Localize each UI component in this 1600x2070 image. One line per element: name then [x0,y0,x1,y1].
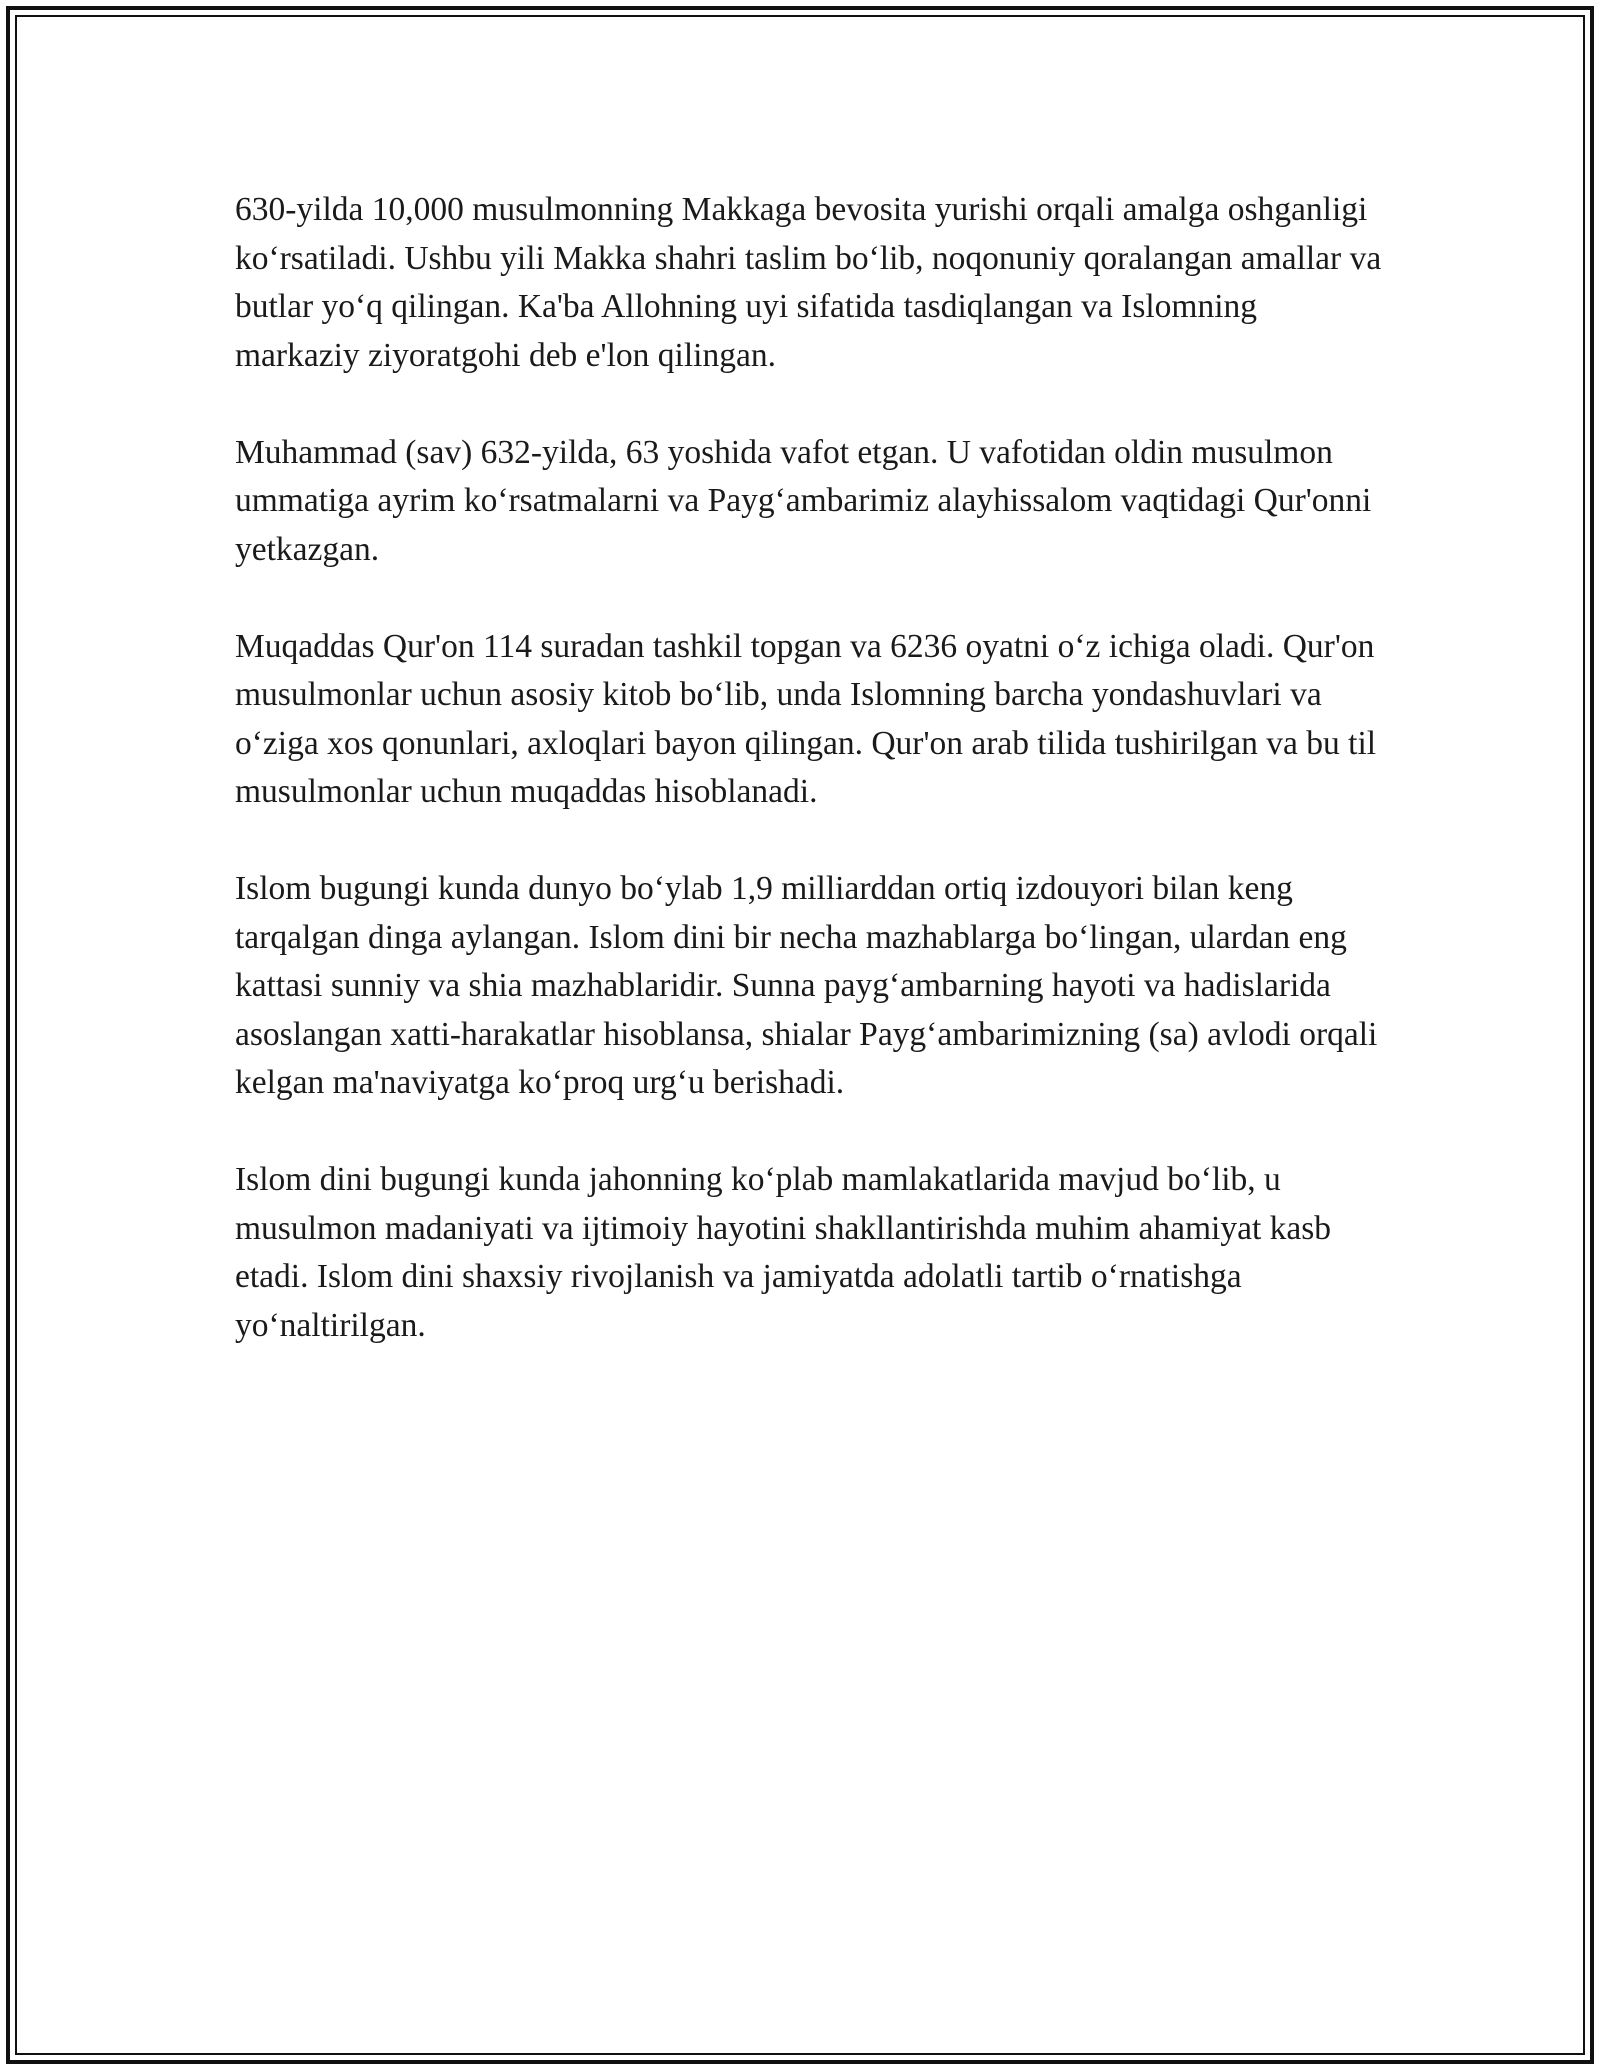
paragraph-quran: Muqaddas Qur'on 114 suradan tashkil topgan va 6236 oyatni o‘z ichiga oladi. Qur'on musulmonlar uchun asosiy kitob bo‘lib, unda Islomning barcha yondashuvlari va o‘ziga xos qonunlari, axloqlari bayon qilingan. Qur'on arab tilida tushirilgan va bu til musulmonlar uchun muqaddas hisoblanadi. [235,627,1377,810]
paragraph-prophet-death: Muhammad (sav) 632-yilda, 63 yoshida vafot etgan. U vafotidan oldin musulmon ummatiga ayrim ko‘rsatmalarni va Payg‘ambarimiz alayhissalom vaqtidagi Qur'onni yetkazgan. [235,433,1372,568]
paragraph-mecca-conquest: 630-yilda 10,000 musulmonning Makkaga bevosita yurishi orqali amalga oshganligi ko‘rsatiladi. Ushbu yili Makka shahri taslim bo‘lib, noqonuniy qoralangan amallar va butlar yo‘q qilingan. Ka'ba Allohning uyi sifatida tasdiqlangan va Islomning markaziy ziyoratgohi deb e'lon qilingan. [235,191,1382,374]
paragraph-islam-today: Islom bugungi kunda dunyo bo‘ylab 1,9 milliarddan ortiq izdouyori bilan keng tarqalgan dinga aylangan. Islom dini bir necha mazhablarga bo‘lingan, ulardan eng kattasi sunniy va shia mazhablaridir. Sunna payg‘ambarning hayoti va hadislarida asoslangan xatti-harakatlar hisoblansa, shialar Payg‘ambarimizning (sa) avlodi orqali kelgan ma'naviyatga ko‘proq urg‘u berishadi. [235,870,1378,1101]
paragraph-islam-worldwide: Islom dini bugungi kunda jahonning ko‘plab mamlakatlarida mavjud bo‘lib, u musulmon madaniyati va ijtimoiy hayotini shakllantirishda muhim ahamiyat kasb etadi. Islom dini shaxsiy rivojlanish va jamiyatda adolatli tartib o‘rnatishga yo‘naltirilgan. [235,1161,1332,1344]
document-body [235,186,1385,1399]
